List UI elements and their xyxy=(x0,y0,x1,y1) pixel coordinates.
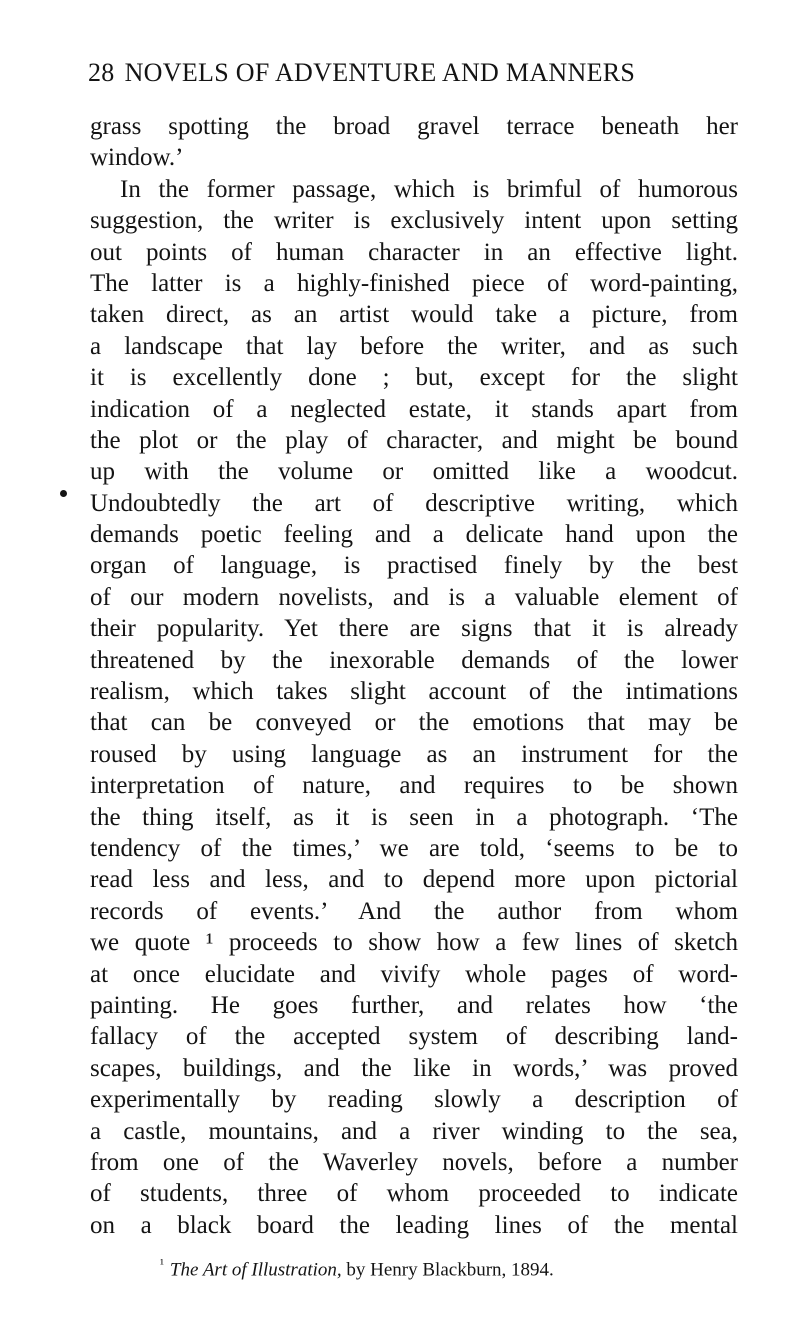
footnote xyxy=(160,1251,554,1283)
text-line: Undoubtedly the art of descriptive writing, which xyxy=(90,489,738,517)
text-line: roused by using language as an instrument for the xyxy=(90,740,738,768)
text-line: at once elucidate and vivify whole pages of word- xyxy=(90,960,738,988)
text-line: their popularity. Yet there are signs that it is already xyxy=(90,615,738,643)
body-text xyxy=(90,111,738,1241)
text-line: from one of the Waverley novels, before a number xyxy=(90,1148,738,1176)
text-line: we quote ¹ proceeds to show how a few lines of sketch xyxy=(90,929,738,957)
footnote-marker: ¹ xyxy=(160,1256,164,1271)
text-line: grass spotting the broad gravel terrace beneath her xyxy=(90,113,738,140)
text-line: the thing itself, as it is seen in a photograph. ‘The xyxy=(90,803,738,831)
footnote-citation: by Henry Blackburn, 1894. xyxy=(341,1259,554,1281)
text-line: demands poetic feeling and a delicate hand upon the xyxy=(90,521,738,549)
text-line: it is excellently done ; but, except for the slight xyxy=(90,364,738,392)
margin-ink-dot xyxy=(60,490,67,497)
text-line: that can be conveyed or the emotions that may be xyxy=(90,709,738,737)
text-line: out points of human character in an effective light. xyxy=(90,238,738,266)
text-line: experimentally by reading slowly a description of xyxy=(90,1086,738,1114)
text-line: taken direct, as an artist would take a picture, from xyxy=(90,301,738,329)
text-line: of our modern novelists, and is a valuable element of xyxy=(90,583,738,611)
text-line: In the former passage, which is brimful of humorous xyxy=(120,175,738,203)
text-line: realism, which takes slight account of the intimations xyxy=(90,678,738,706)
text-line: window.’ xyxy=(90,144,184,172)
running-head-title: NOVELS OF ADVENTURE AND MANNERS xyxy=(124,58,636,87)
text-line: fallacy of the accepted system of describing land- xyxy=(90,1023,738,1051)
text-line: read less and less, and to depend more upon pictorial xyxy=(90,866,738,894)
text-line: the plot or the play of character, and might be bound xyxy=(90,426,738,454)
text-line: a landscape that lay before the writer, and as such xyxy=(90,332,738,360)
text-line: interpretation of nature, and requires to be shown xyxy=(90,772,738,800)
text-line: a castle, mountains, and a river winding to the sea, xyxy=(90,1117,738,1145)
text-line: scapes, buildings, and the like in words,’ was proved xyxy=(90,1054,738,1082)
running-head xyxy=(88,56,635,90)
text-line: painting. He goes further, and relates how ‘the xyxy=(90,991,738,1019)
text-line: indication of a neglected estate, it stands apart from xyxy=(90,395,738,423)
text-line: The latter is a highly-finished piece of word-painting, xyxy=(90,269,738,297)
page-number: 28 xyxy=(88,58,115,87)
text-line: suggestion, the writer is exclusively intent upon setting xyxy=(90,207,738,235)
footnote-book-title: The Art of Illustration, xyxy=(169,1259,342,1281)
text-line: on a black board the leading lines of the mental xyxy=(90,1211,738,1239)
text-line: threatened by the inexorable demands of the lower xyxy=(90,646,738,674)
text-line: tendency of the times,’ we are told, ‘seems to be to xyxy=(90,834,738,862)
text-line: records of events.’ And the author from whom xyxy=(90,897,738,925)
text-line: up with the volume or omitted like a woodcut. xyxy=(90,458,738,486)
text-line: organ of language, is practised finely by the best xyxy=(90,552,738,580)
text-line: of students, three of whom proceeded to indicate xyxy=(90,1180,738,1208)
